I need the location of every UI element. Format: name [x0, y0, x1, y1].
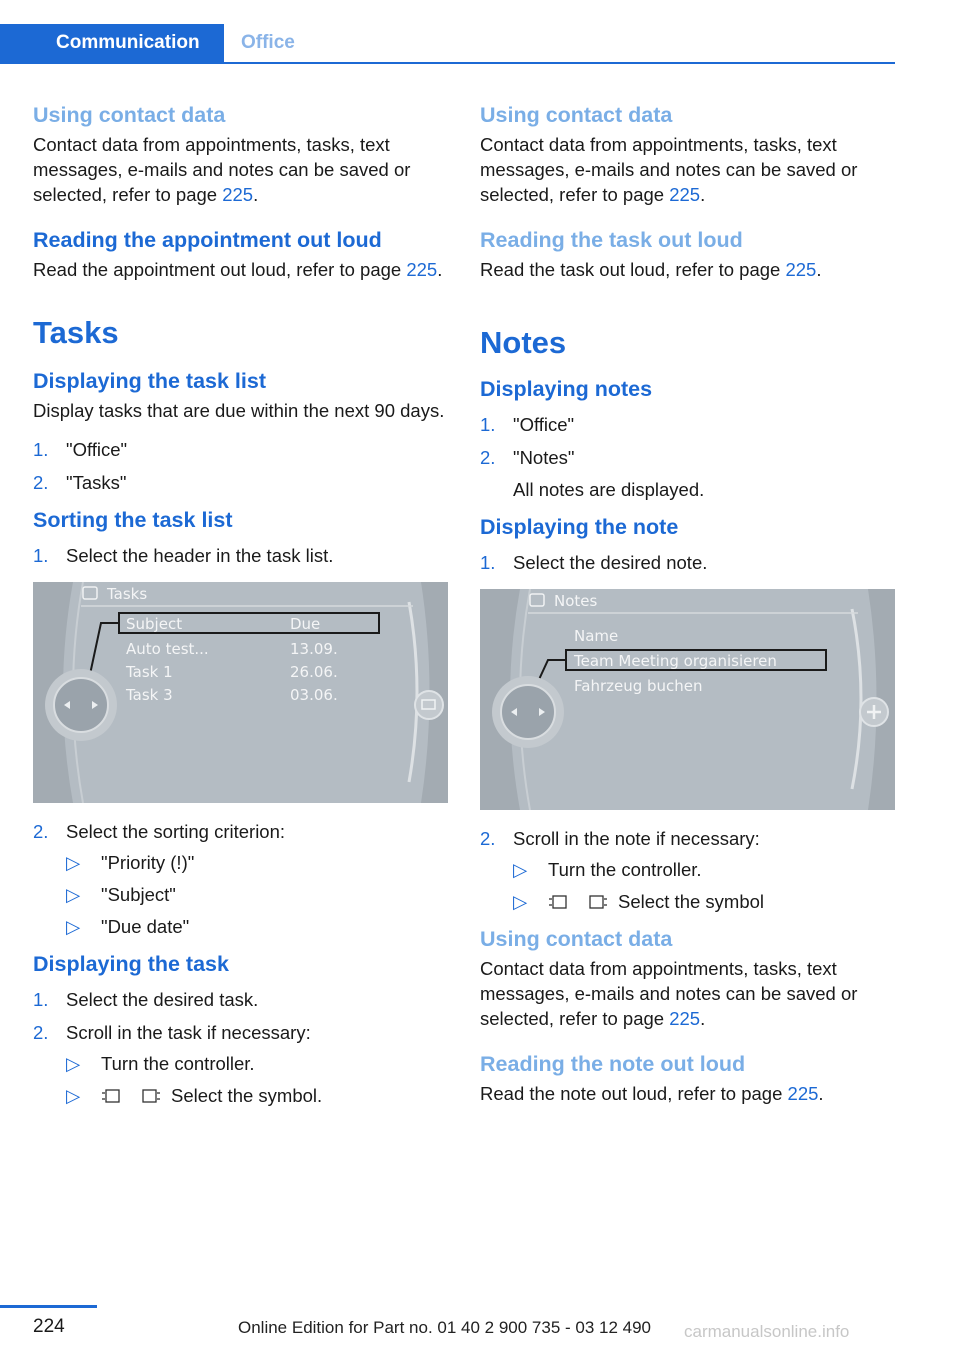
heading-using-contact-data-2: Using contact data [480, 927, 673, 951]
screen-title: Tasks [107, 585, 148, 603]
heading-sorting-task-list: Sorting the task list [33, 508, 233, 532]
list-item: 2. Scroll in the note if necessary: ▷ Turn the controller. ▷ Select the symbol [480, 826, 895, 914]
heading-reading-task: Reading the task out loud [480, 228, 743, 252]
page-link[interactable]: 225 [787, 1083, 819, 1104]
tab-communication[interactable]: Communication [0, 24, 224, 62]
paragraph-reading-task: Read the task out loud, refer to page 225. [480, 259, 822, 280]
list-item: 2. Select the sorting criterion: ▷ "Priority (!)" ▷ "Subject" ▷ "Due date" [33, 819, 448, 939]
list-item: 1. "Office" [480, 414, 575, 435]
page-link[interactable]: 225 [669, 1008, 701, 1029]
right-column [480, 100, 895, 1106]
screen-title: Notes [554, 592, 598, 610]
row-1-due: 13.09. [290, 640, 338, 658]
paragraph-display-tasks: Display tasks that are due within the next 90 days. [33, 400, 445, 421]
page-link[interactable]: 225 [785, 259, 817, 280]
item-team-meeting: Team Meeting organisieren [574, 652, 777, 670]
list-item: ▷ "Subject" [66, 884, 176, 905]
item-name: Name [574, 627, 619, 645]
list-item: ▷ Turn the controller. [66, 1053, 255, 1074]
heading-tasks: Tasks [33, 315, 119, 350]
header-subject: Subject [126, 615, 183, 633]
left-column [33, 100, 448, 1116]
heading-reading-note: Reading the note out loud [480, 1052, 746, 1076]
page-number: 224 [33, 1316, 65, 1337]
list-item: ▷ "Priority (!)" [66, 852, 195, 873]
heading-displaying-notes: Displaying notes [480, 377, 653, 401]
sorting-steps [33, 543, 448, 568]
row-3-due: 03.06. [290, 686, 338, 704]
list-item: 2. "Notes" All notes are displayed. [480, 447, 705, 500]
scroll-back-icon [101, 1088, 121, 1104]
notes-screen-illustration [480, 589, 895, 810]
header-due: Due [290, 615, 321, 633]
paragraph-reading-note: Read the note out loud, refer to page 225. [480, 1083, 824, 1104]
list-item: 2. Scroll in the task if necessary: ▷ Turn the controller. ▷ Select the symbol. [33, 1020, 448, 1108]
steps-list [33, 437, 448, 495]
scroll-forward-icon [588, 894, 608, 910]
heading-notes: Notes [480, 325, 567, 360]
heading-using-contact-data: Using contact data [33, 103, 226, 127]
header-tab-bar [0, 24, 895, 64]
list-item: 1. Select the header in the task list. [33, 545, 334, 566]
page-link[interactable]: 225 [222, 184, 254, 205]
list-item: 1. Select the desired task. [33, 989, 259, 1010]
row-3-subject: Task 3 [126, 686, 173, 704]
list-item: ▷ "Due date" [66, 916, 190, 937]
footer-accent-line [0, 1305, 97, 1308]
item-fahrzeug: Fahrzeug buchen [574, 677, 703, 695]
notes-screen [480, 589, 895, 810]
paragraph-contact-data: Contact data from appointments, tasks, text messages, e-mails and notes can be saved or selected, refer to page 225. [480, 134, 858, 205]
paragraph-contact-data-2: Contact data from appointments, tasks, text messages, e-mails and notes can be saved or selected, refer to page 225. [480, 958, 858, 1029]
tasks-screen [33, 582, 448, 803]
list-item: ▷ Select the symbol [513, 891, 765, 912]
display-task-steps [33, 987, 448, 1108]
paragraph-contact-data: Contact data from appointments, tasks, text messages, e-mails and notes can be saved or selected, refer to page 225. [33, 134, 411, 205]
list-item: 2. "Tasks" [33, 472, 127, 493]
criteria-list [66, 850, 448, 939]
notes-steps [480, 412, 895, 502]
page-link[interactable]: 225 [406, 259, 438, 280]
row-1-subject: Auto test... [126, 640, 209, 658]
row-2-subject: Task 1 [126, 663, 173, 681]
list-item: 1. Select the desired note. [480, 552, 708, 573]
row-2-due: 26.06. [290, 663, 338, 681]
heading-reading-appointment: Reading the appointment out loud [33, 228, 382, 252]
heading-displaying-note: Displaying the note [480, 515, 679, 539]
list-item: ▷ Select the symbol. [66, 1085, 323, 1106]
scroll-back-icon [548, 894, 568, 910]
display-note-steps [480, 550, 895, 575]
list-item: 1. "Office" [33, 439, 128, 460]
edition-text: Online Edition for Part no. 01 40 2 900 735 - 03 12 490 [238, 1318, 652, 1337]
watermark: carmanualsonline.info [684, 1322, 850, 1341]
display-note-steps-2 [480, 826, 895, 914]
scroll-options [513, 857, 895, 914]
heading-using-contact-data: Using contact data [480, 103, 673, 127]
paragraph-reading-appointment: Read the appointment out loud, refer to page 225. [33, 259, 443, 280]
tasks-screen-illustration [33, 582, 448, 803]
list-item: ▷ Turn the controller. [513, 859, 702, 880]
scroll-forward-icon [141, 1088, 161, 1104]
heading-displaying-task-list: Displaying the task list [33, 369, 266, 393]
scroll-options [66, 1051, 448, 1108]
page-link[interactable]: 225 [669, 184, 701, 205]
sorting-steps-2 [33, 819, 448, 939]
heading-displaying-task: Displaying the task [33, 952, 229, 976]
tab-office[interactable]: Office [241, 32, 295, 53]
